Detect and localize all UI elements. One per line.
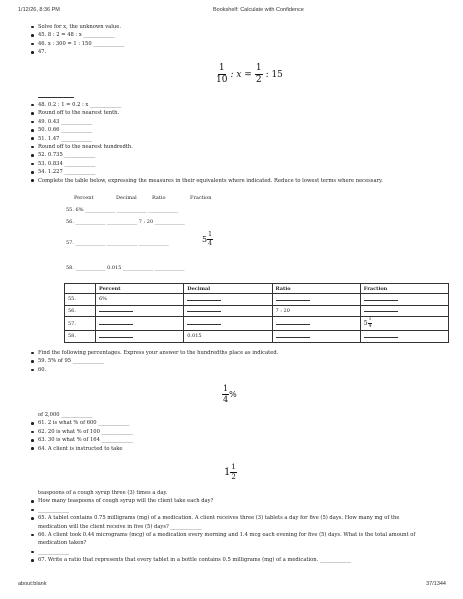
col-percent: Percent [96, 284, 184, 294]
blank-line [276, 320, 310, 325]
list-item: 46. x : 300 = 1 : 150 ____________ [38, 40, 125, 47]
fraction: $\frac{1}{10}$ [216, 63, 228, 85]
header-title: Bookshelf: Calculate with Confidence [213, 7, 304, 13]
list-item: 53. 0.834 ____________ [38, 160, 383, 168]
ltable-row-58: 58. ____________ 0.015 ____________ ____________ [66, 265, 185, 271]
list-item: 49. 0.43 ____________ [38, 118, 383, 126]
fraction: $\frac{1}{2}$ [255, 63, 262, 85]
blank-line [187, 296, 221, 301]
blank-line [187, 307, 221, 312]
percentages-section [38, 349, 278, 374]
list-item: 61. 2 is what % of 600 ____________ [38, 419, 133, 427]
table-row: 55. 6% [65, 294, 449, 306]
table-row: 57. 5 $\frac{1}{4}$ [65, 317, 449, 331]
blank-line [364, 307, 398, 312]
blank-line [187, 320, 221, 325]
table-row: 56. 7 : 20 [65, 305, 449, 317]
blank-line [364, 296, 398, 301]
list-item: Round off to the nearest tenth. [38, 109, 383, 117]
list-item: 51. 1.47 ____________ [38, 135, 383, 143]
ltable-row-56: 56. ____________ ____________ 7 : 20 ____________ [66, 219, 185, 225]
table-row: 58. 0.015 [65, 331, 449, 343]
ltable-header-percent: Percent [74, 195, 94, 201]
col-fraction: Fraction [360, 284, 448, 294]
solve-section [38, 23, 124, 57]
blank-line [364, 333, 398, 338]
ltable-row-55: 55. 6% ____________ ____________ ____________ [66, 207, 179, 213]
ltable-header-ratio: Ratio [152, 195, 166, 201]
list-item: 54. 1.227 ____________ [38, 168, 383, 176]
ltable-row-57: 57. ____________ ____________ ____________ [66, 240, 169, 246]
blank-line [99, 307, 133, 312]
blank-line [276, 296, 310, 301]
list-item: Complete the table below, expressing the measures in their equivalents where indicated. Reduce to lowest terms where necessary. [38, 177, 383, 184]
list-item: 65. A tablet contains 0.75 milligrams (mg) of a medication. A client receives three (3) tablets a day for five (5) days. How many mg of the [38, 514, 415, 522]
mixed-number-64: 1 $\frac{1}{2}$ [224, 463, 236, 481]
list-item: 52. 0.735 ____________ [38, 151, 383, 159]
footer-url: about:blank [18, 581, 47, 587]
percentages-continued: of 2,000 ____________ 61. 2 is what % of 600 ____________ 62. 20 is what % of 100 ____________ 63. 30 is what % of 164 ____________ 64. A client is instructed to take [38, 412, 133, 452]
rounding-section [38, 101, 383, 185]
list-item: 48. 0.2 : 1 = 0.2 : x ____________ [38, 101, 383, 109]
percent-60: $\frac{1}{4}$ % [223, 384, 237, 404]
list-item: How many teaspoons of cough syrup will the client take each day? [38, 497, 415, 505]
mixed-number: 5 $\frac{1}{4}$ [363, 316, 372, 329]
list-item: ____________ [38, 506, 415, 514]
list-item: 50. 0.66 ____________ [38, 126, 383, 134]
col-decimal: Decimal [184, 284, 272, 294]
list-item: 64. A client is instructed to take [38, 445, 133, 453]
blank-line [99, 333, 133, 338]
list-item: 67. Write a ratio that represents that every tablet in a bottle contains 0.5 milligrams (mg) of a medication. ____________ [38, 556, 415, 564]
list-item: Round off to the nearest hundredth. [38, 143, 383, 151]
col-ratio: Ratio [272, 284, 360, 294]
header-datetime: 1/12/26, 8:36 PM [18, 7, 60, 13]
footer-page: 37/1344 [426, 581, 446, 587]
ltable-header-fraction: Fraction [190, 195, 212, 201]
equivalents-table [64, 283, 449, 343]
blank-line [99, 320, 133, 325]
list-item: ____________ [38, 548, 415, 556]
blank-line [276, 333, 310, 338]
ltable-header-decimal: Decimal [116, 195, 137, 201]
ratio-47: $\frac{1}{10}$ : x = $\frac{1}{2}$ : 15 [216, 63, 283, 85]
mixed-number: 5 $\frac{1}{4}$ [202, 231, 212, 247]
list-item: 59. 5% of 95 ____________ [38, 357, 278, 365]
fraction: $\frac{1}{4}$ [223, 384, 229, 404]
word-problems-section: teaspoons of a cough syrup three (3) times a day. How many teaspoons of cough syrup will the client take each day? ____________ 65. A tablet contains 0.75 milligrams (mg) of a medication. A client receives three (3) tablets a day for five (5) days. How many mg of the medication will the client receive in five (5) days? ____________ 66. A client took 0.44 micrograms (mcg) of a medication every morning and 1.4 mcg each evening for five (5) days. What is the total amount of medication taken? ____________ 67. Write a ratio that represents that every tablet in a bottle contains 0.5 milligrams (mg) of a medication. ____________ [38, 490, 416, 564]
list-item: 63. 30 is what % of 164 ____________ [38, 437, 133, 444]
list-item: 66. A client took 0.44 micrograms (mcg) of a medication every morning and 1.4 mcg each evening for five (5) days. What is the total amount of [38, 532, 416, 539]
list-item: 60. [38, 366, 278, 374]
list-item: 45. 8 : 2 = 48 : x ____________ [38, 31, 124, 39]
list-item: Find the following percentages. Express your answer to the hundredths place as indicated. [38, 350, 279, 356]
list-item: Solve for x, the unknown value. [38, 23, 124, 31]
list-item: 62. 20 is what % of 100 ____________ [38, 428, 133, 435]
table-header-row [65, 284, 449, 294]
answer-line-47 [38, 97, 74, 98]
list-item: 47. [38, 48, 124, 56]
